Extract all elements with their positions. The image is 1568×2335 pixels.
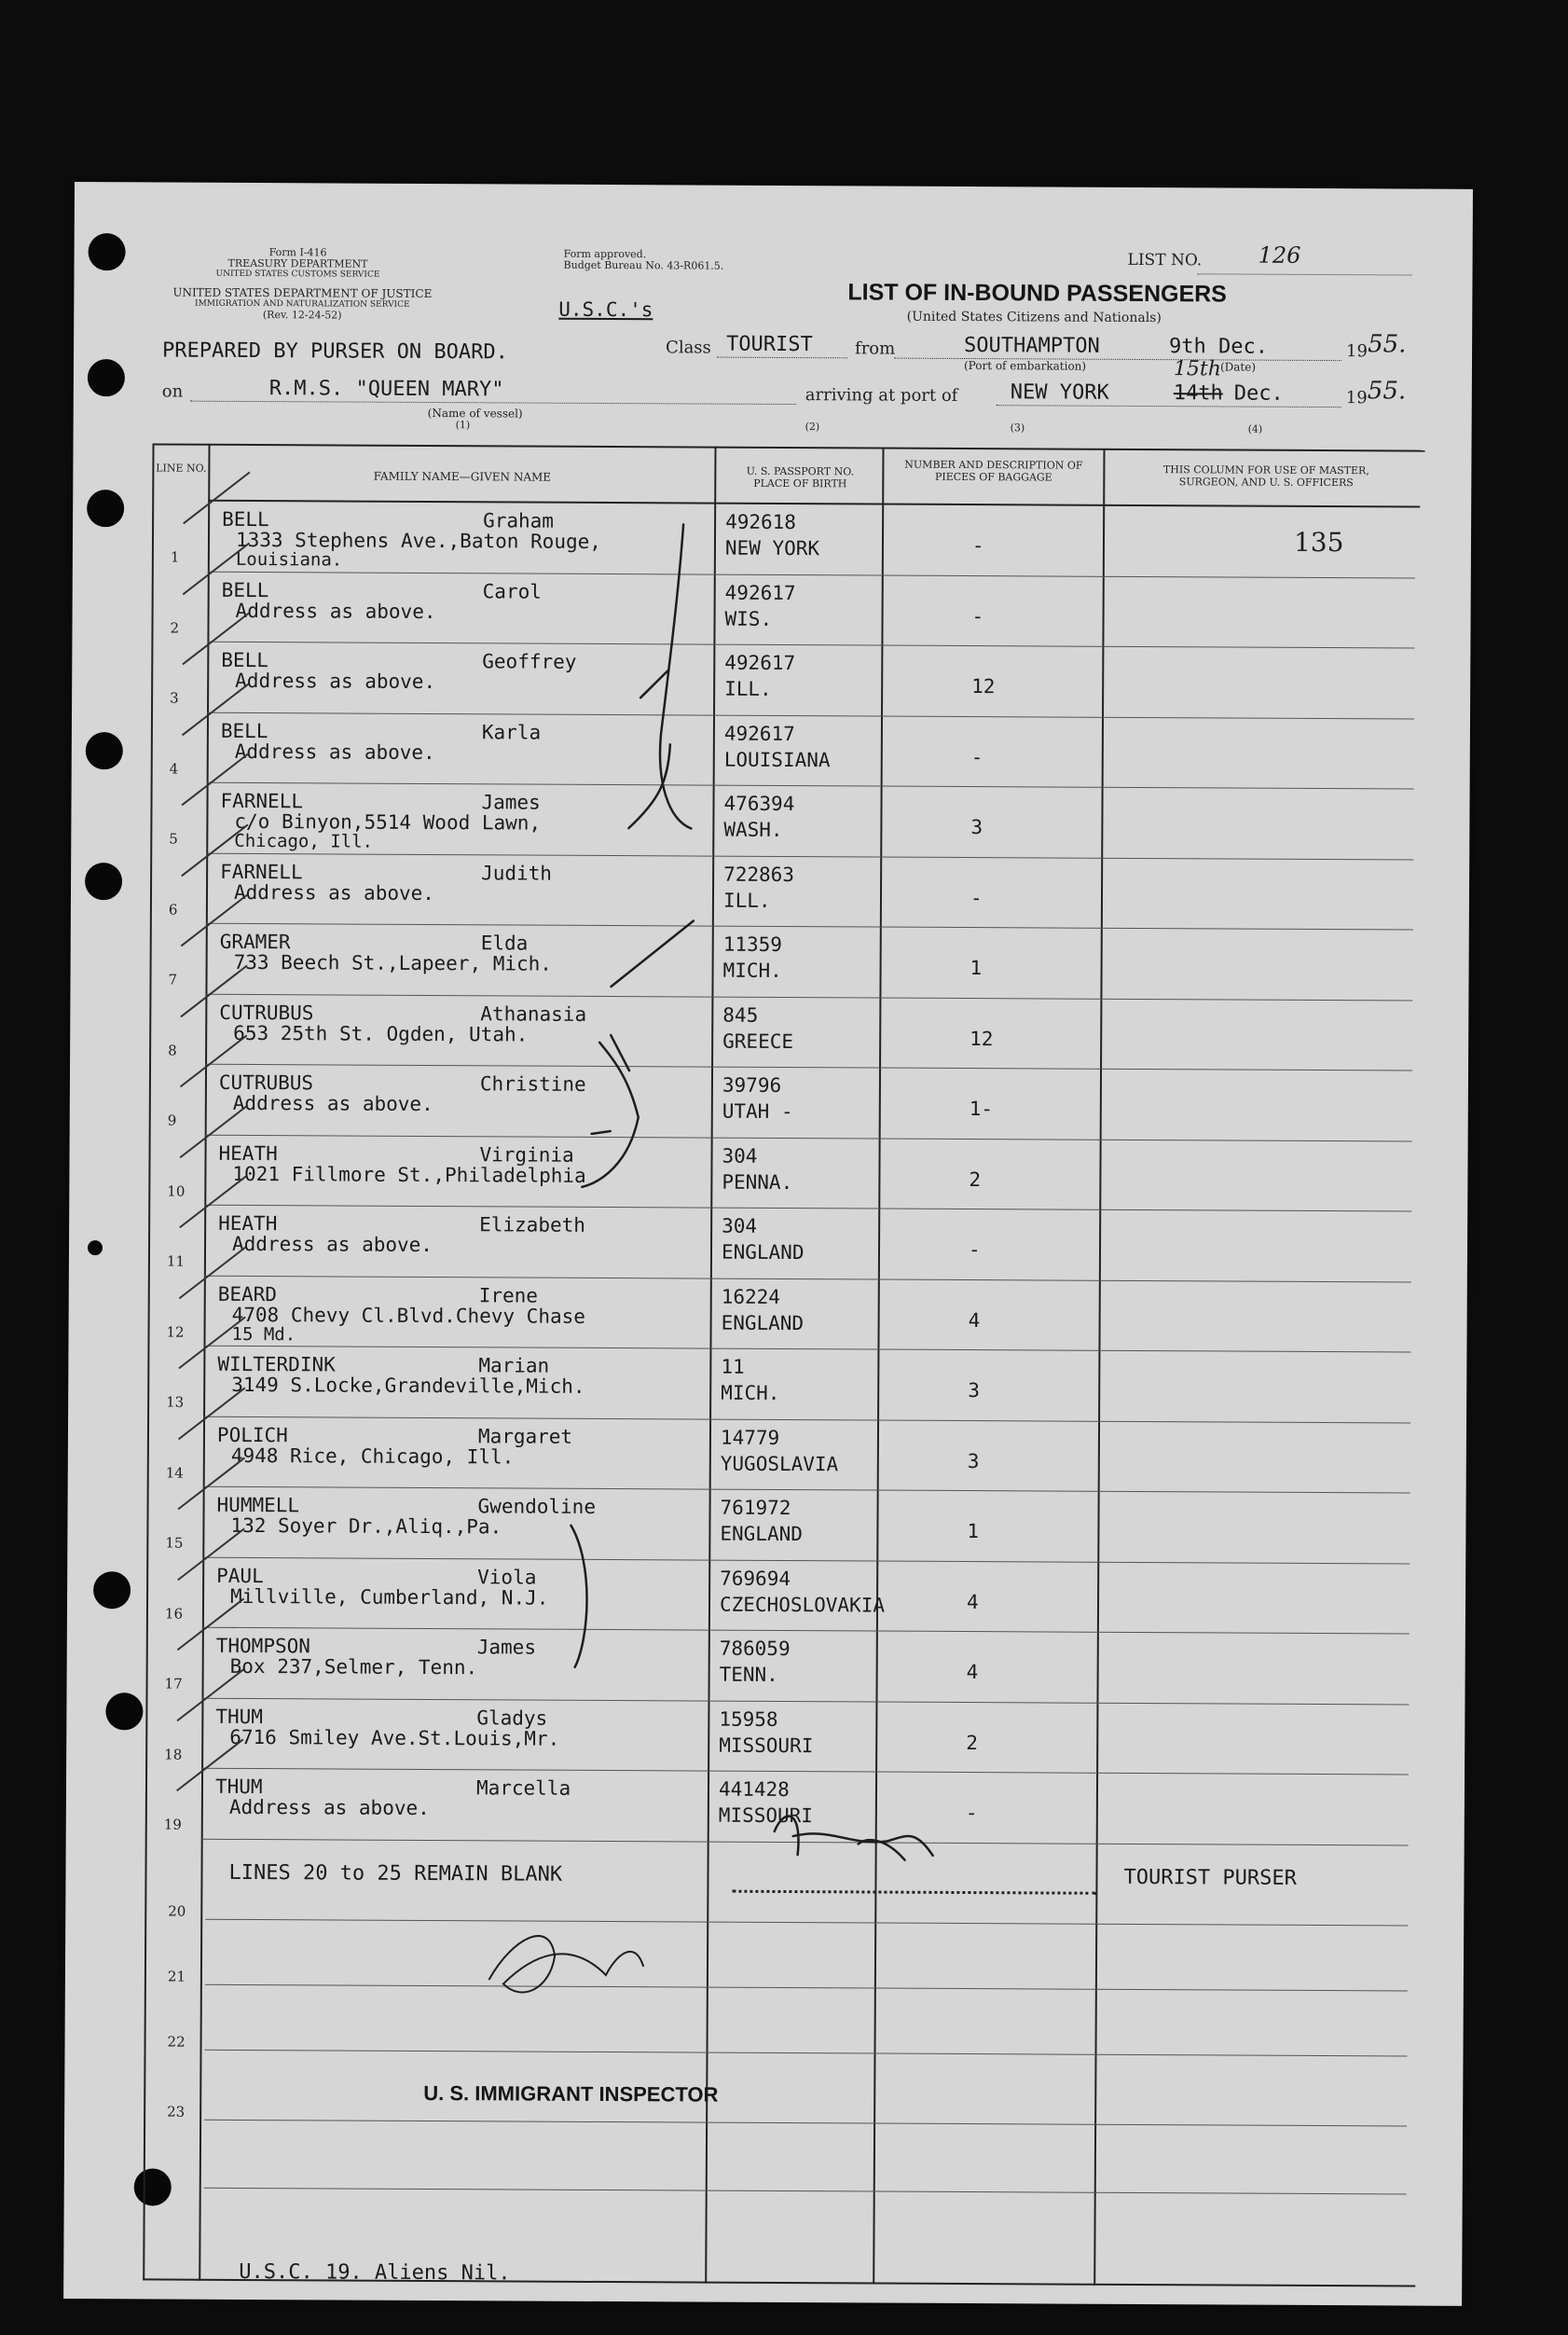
place-of-birth: YUGOSLAVIA — [720, 1452, 839, 1475]
place-of-birth: MICH. — [722, 959, 782, 982]
address-line: 1333 Stephens Ave.,Baton Rouge, — [235, 528, 601, 553]
given-name: Viola — [477, 1565, 537, 1589]
purser-signature — [859, 1840, 905, 1860]
tick-mark — [640, 670, 668, 698]
line-number-21: 21 — [167, 1968, 186, 1985]
line-number: 15 — [165, 1534, 184, 1552]
address-line: 4948 Rice, Chicago, Ill. — [230, 1444, 515, 1468]
line-number: 5 — [169, 830, 178, 848]
given-name: Graham — [483, 509, 555, 532]
baggage-count: 12 — [970, 1027, 994, 1050]
family-name: BELL — [222, 507, 269, 532]
line-number-20: 20 — [168, 1902, 186, 1920]
place-of-birth: NEW YORK — [724, 536, 820, 560]
given-name: Gwendoline — [477, 1495, 597, 1518]
family-name: THUM — [215, 1705, 264, 1728]
handwriting-overlay — [63, 182, 1473, 2306]
given-name: Elda — [480, 932, 529, 955]
baggage-count: - — [968, 1238, 981, 1262]
family-name: BELL — [221, 578, 269, 601]
embark-date: 9th Dec. — [1169, 335, 1269, 359]
vessel-caption: (Name of vessel) — [427, 406, 523, 421]
address-line: Address as above. — [228, 1795, 430, 1820]
given-name: Karla — [481, 720, 542, 744]
col4-number: (4) — [1247, 422, 1263, 435]
given-name: Marcella — [475, 1776, 571, 1800]
col-header-baggage: NUMBER AND DESCRIPTION OF PIECES OF BAGGAGE — [904, 458, 1083, 484]
place-of-birth: ILL. — [722, 889, 771, 912]
col-header-officers: THIS COLUMN FOR USE OF MASTER, SURGEON, AND U. S. OFFICERS — [1162, 463, 1369, 490]
place-of-birth: MICH. — [721, 1381, 780, 1404]
address-line: Address as above. — [235, 669, 436, 694]
address-line: 132 Soyer Dr.,Aliq.,Pa. — [230, 1513, 502, 1539]
baggage-count: 4 — [966, 1590, 979, 1613]
baggage-count: - — [971, 604, 984, 628]
bracket-mark — [582, 1043, 639, 1187]
from-label: from — [855, 339, 896, 359]
address-line-2: Louisiana. — [235, 548, 343, 571]
year-2: 55. — [1367, 377, 1407, 406]
baggage-count: 3 — [968, 1379, 980, 1402]
given-name: Virginia — [479, 1142, 574, 1167]
family-name: THOMPSON — [215, 1634, 311, 1658]
customs-service: UNITED STATES CUSTOMS SERVICE — [215, 269, 380, 280]
line-number: 11 — [166, 1252, 186, 1270]
family-name: CUTRUBUS — [218, 1071, 314, 1095]
baggage-count: 3 — [967, 1449, 980, 1472]
given-name: Geoffrey — [482, 650, 577, 673]
given-name: James — [476, 1636, 537, 1659]
baggage-count: 2 — [966, 1731, 978, 1754]
baggage-count: 2 — [969, 1168, 982, 1191]
place-of-birth: WIS. — [724, 607, 773, 630]
place-of-birth: LOUISIANA — [723, 748, 831, 771]
passport-number: 476394 — [723, 792, 795, 816]
form-approved: Form approved. — [563, 247, 647, 261]
address-line: 3149 S.Locke,Grandeville,Mich. — [231, 1373, 585, 1398]
line-number: 8 — [168, 1042, 177, 1059]
tick-mark — [611, 1035, 629, 1071]
col-header-name: FAMILY NAME—GIVEN NAME — [373, 469, 552, 484]
arriving-label: arriving at port of — [805, 385, 958, 406]
address-line-2: Chicago, Ill. — [234, 830, 374, 852]
justice-dept: UNITED STATES DEPARTMENT OF JUSTICE — [172, 285, 433, 301]
immigrant-inspector: U. S. IMMIGRANT INSPECTOR — [423, 2080, 719, 2107]
line-number: 3 — [170, 689, 179, 707]
manifest-page — [63, 182, 1473, 2306]
family-name: FARNELL — [220, 860, 303, 883]
place-of-birth: MISSOURI — [718, 1803, 814, 1828]
family-name: WILTERDINK — [217, 1352, 336, 1376]
passport-number: 492617 — [723, 722, 795, 745]
place-of-birth: ENGLAND — [721, 1311, 805, 1334]
place-of-birth: ILL. — [724, 677, 772, 700]
address-line: 1021 Fillmore St.,Philadelphia — [232, 1162, 586, 1187]
given-name: Athanasia — [480, 1002, 587, 1026]
bottom-note: U.S.C. 19. Aliens Nil. — [239, 2259, 511, 2286]
form-title: LIST OF IN-BOUND PASSENGERS — [847, 279, 1227, 308]
date-caption: (Date) — [1219, 360, 1257, 374]
passport-number: 845 — [722, 1003, 759, 1027]
baggage-count: - — [971, 534, 984, 558]
address-line: Address as above. — [233, 880, 435, 905]
given-name: Gladys — [476, 1706, 548, 1730]
family-name: HEATH — [218, 1141, 278, 1165]
bracket-mark — [660, 524, 693, 828]
family-name: GRAMER — [219, 930, 291, 954]
list-no-label: LIST NO. — [1127, 250, 1203, 270]
line-number: 16 — [164, 1605, 184, 1623]
passport-number: 492617 — [724, 581, 796, 604]
family-name: HEATH — [218, 1211, 278, 1236]
tick-mark — [611, 920, 693, 987]
passport-number: 11359 — [722, 933, 783, 956]
given-name: Judith — [481, 861, 553, 885]
address-line: Box 237,Selmer, Tenn. — [229, 1654, 478, 1679]
col-header-line: LINE NO. — [156, 462, 207, 475]
vessel-name: R.M.S. "QUEEN MARY" — [268, 377, 504, 402]
line-number: 7 — [168, 971, 178, 988]
place-of-birth: CZECHOSLOVAKIA — [719, 1593, 886, 1617]
family-name: BELL — [221, 648, 268, 672]
line-number: 19 — [163, 1816, 182, 1833]
prepared-by: PREPARED BY PURSER ON BOARD. — [161, 339, 508, 365]
passport-number: 441428 — [718, 1777, 790, 1802]
address-line: 653 25th St. Ogden, Utah. — [233, 1021, 529, 1046]
address-line: Address as above. — [234, 739, 435, 764]
baggage-count: 3 — [970, 816, 983, 839]
baggage-count: 1- — [969, 1098, 994, 1121]
treasury-dept: TREASURY DEPARTMENT — [227, 256, 368, 270]
passport-number: 304 — [722, 1144, 758, 1168]
address-line: 733 Beech St.,Lapeer, Mich. — [233, 950, 553, 975]
passport-number: 492617 — [724, 651, 796, 675]
uscs-stamp: U.S.C.'s — [558, 297, 653, 322]
baggage-count: - — [970, 886, 983, 909]
tourist-purser: TOURIST PURSER — [1123, 1865, 1297, 1890]
line-number: 12 — [166, 1323, 185, 1341]
address-line: 6716 Smiley Ave.St.Louis,Mr. — [229, 1725, 560, 1750]
class-label: Class — [666, 338, 711, 358]
place-of-birth: WASH. — [723, 818, 783, 841]
address-line: 4708 Chevy Cl.Blvd.Chevy Chase — [231, 1303, 585, 1328]
arrive-date-struck: 14th — [1173, 381, 1223, 406]
year-prefix-2: 19 — [1345, 388, 1368, 408]
port-embark: SOUTHAMPTON — [964, 333, 1100, 358]
passport-number: 761972 — [720, 1496, 791, 1520]
given-name: Marian — [478, 1354, 550, 1377]
line-number: 1 — [170, 548, 180, 566]
inspector-signature — [489, 1936, 643, 1993]
line-number: 14 — [165, 1464, 184, 1482]
passport-number: 16224 — [721, 1285, 781, 1308]
address-line: Address as above. — [231, 1232, 433, 1257]
line-number-23: 23 — [167, 2103, 186, 2121]
budget-bureau: Budget Bureau No. 43-R061.5. — [563, 258, 724, 272]
port-embark-caption: (Port of embarkation) — [963, 358, 1087, 373]
address-line: Address as above. — [232, 1091, 433, 1116]
given-name: Margaret — [477, 1424, 573, 1448]
baggage-count: 4 — [968, 1308, 981, 1332]
place-of-birth: TENN. — [719, 1663, 778, 1686]
passport-number: 722863 — [723, 863, 795, 886]
place-of-birth: ENGLAND — [720, 1522, 803, 1546]
blank-lines-note: LINES 20 to 25 REMAIN BLANK — [228, 1860, 563, 1886]
passport-number: 304 — [722, 1214, 758, 1237]
passport-number: 15958 — [719, 1707, 778, 1731]
class-value: TOURIST — [726, 332, 813, 357]
officer-note: 135 — [1293, 526, 1344, 559]
list-no-value: 126 — [1258, 242, 1301, 269]
tick-mark — [592, 1131, 611, 1134]
family-name: POLICH — [216, 1423, 288, 1446]
place-of-birth: UTAH - — [722, 1099, 793, 1124]
year-1: 55. — [1368, 330, 1407, 359]
family-name: CUTRUBUS — [219, 1001, 314, 1024]
arrive-month: Dec. — [1233, 381, 1284, 406]
baggage-count: - — [970, 745, 983, 768]
family-name: BELL — [220, 719, 268, 742]
passport-number: 11 — [721, 1355, 745, 1378]
col1-number: (1) — [455, 419, 471, 432]
place-of-birth: ENGLAND — [721, 1240, 805, 1264]
address-line: Address as above. — [235, 599, 436, 623]
address-line-2: 15 Md. — [231, 1323, 296, 1345]
given-name: Elizabeth — [479, 1213, 586, 1237]
bracket-mark — [571, 1526, 587, 1667]
line-number: 6 — [168, 901, 178, 919]
baggage-count: 12 — [971, 675, 996, 698]
line-number: 2 — [170, 619, 180, 637]
family-name: FARNELL — [220, 789, 304, 813]
passport-number: 39796 — [722, 1073, 782, 1097]
given-name: Christine — [479, 1072, 586, 1096]
arrive-port: NEW YORK — [1010, 380, 1109, 405]
line-number-22: 22 — [167, 2033, 186, 2051]
baggage-count: - — [965, 1802, 978, 1825]
form-id: Form I-416 — [268, 246, 327, 259]
passport-number: 769694 — [720, 1567, 791, 1590]
given-name: Carol — [482, 579, 542, 603]
form-subtitle: (United States Citizens and Nationals) — [906, 309, 1162, 326]
given-name: James — [481, 791, 541, 814]
place-of-birth: MISSOURI — [719, 1734, 814, 1757]
immigration-service: IMMIGRATION AND NATURALIZATION SERVICE — [195, 298, 410, 310]
col3-number: (3) — [1010, 421, 1025, 435]
passport-number: 492618 — [725, 510, 797, 534]
form-revision: (Rev. 12-24-52) — [262, 309, 342, 322]
passport-number: 786059 — [719, 1637, 791, 1661]
family-name: PAUL — [216, 1564, 264, 1587]
place-of-birth: GREECE — [722, 1029, 794, 1053]
baggage-count: 1 — [970, 957, 983, 980]
arrive-date-corrected: 15th — [1173, 357, 1222, 381]
line-number: 17 — [164, 1675, 183, 1693]
baggage-count: 4 — [966, 1661, 979, 1684]
family-name: BEARD — [217, 1282, 278, 1306]
baggage-count: 1 — [967, 1520, 980, 1543]
line-number: 18 — [164, 1746, 183, 1763]
passport-number: 14779 — [720, 1426, 780, 1449]
address-line: c/o Binyon,5514 Wood Lawn, — [234, 809, 542, 835]
place-of-birth: PENNA. — [722, 1170, 793, 1194]
given-name: Irene — [478, 1283, 539, 1307]
family-name: HUMMELL — [216, 1493, 300, 1517]
col-header-passport: U. S. PASSPORT NO. PLACE OF BIRTH — [746, 464, 855, 490]
on-label: on — [161, 381, 184, 402]
line-number: 9 — [167, 1112, 177, 1129]
line-number: 10 — [167, 1182, 186, 1200]
family-name: THUM — [214, 1775, 263, 1799]
address-line: Millville, Cumberland, N.J. — [229, 1584, 549, 1610]
line-number: 13 — [166, 1393, 185, 1411]
year-prefix-1: 19 — [1346, 341, 1369, 362]
col2-number: (2) — [805, 421, 820, 434]
line-number: 4 — [169, 760, 179, 778]
purser-signature — [775, 1817, 933, 1856]
